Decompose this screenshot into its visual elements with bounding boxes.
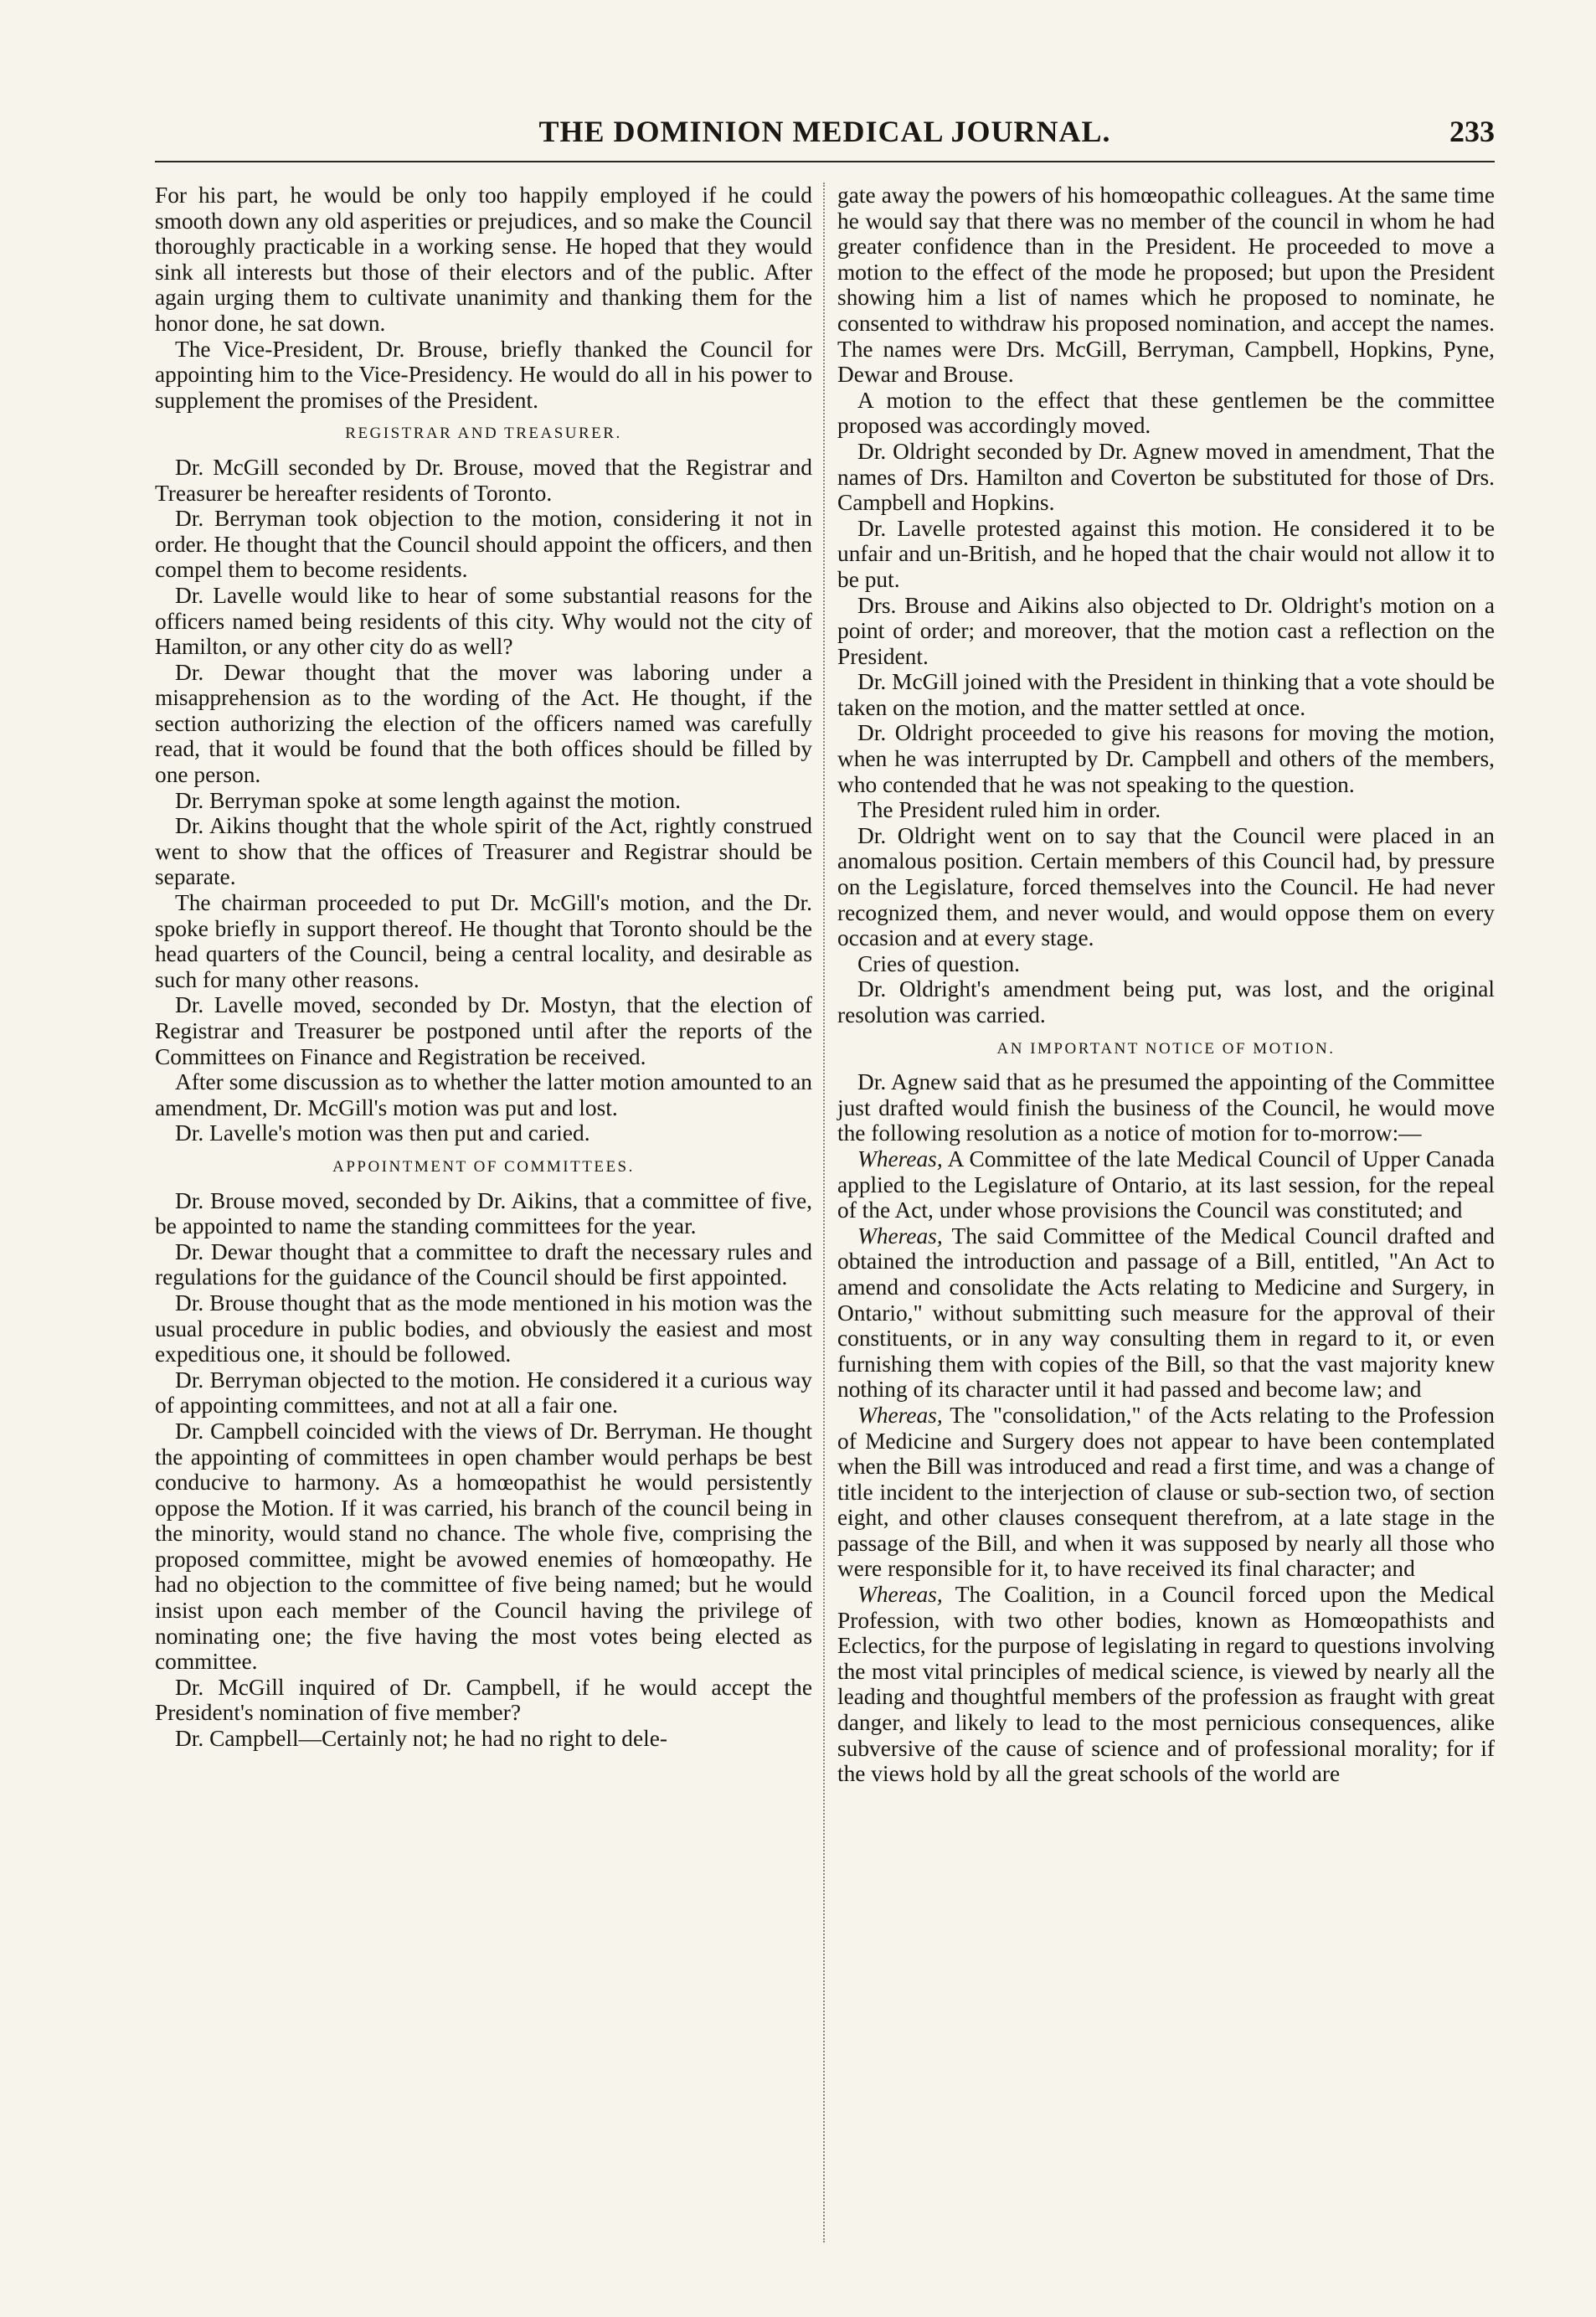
paragraph: gate away the powers of his homœopathic colleagues. At the same time he would say that there was no member of the council in whom he had greater confidence than in the President. He proceeded to move a motion to the effect of the mode he proposed; but upon the President showing him a list of names which he proposed to nominate, he consented to withdraw his proposed nomination, and accept the names. The names were Drs. McGill, Berryman, Campbell, Hopkins, Pyne, Dewar and Brouse.	[837, 183, 1495, 388]
whereas-lead: Whereas,	[857, 1223, 943, 1249]
paragraph: For his part, he would be only too happily employed if he could smooth down any old asperities or prejudices, and so make the Council thoroughly practicable in a working sense. He hoped that they would sink all interests but those of their electors and of the public. After again urging them to cultivate unanimity and thanking them for the honor done, he sat down.	[155, 183, 812, 336]
paragraph: After some discussion as to whether the latter motion amounted to an amendment, Dr. McGill's motion was put and lost.	[155, 1069, 812, 1120]
paragraph: Dr. Berryman objected to the motion. He considered it a curious way of appointing committees, and not at all a fair one.	[155, 1367, 812, 1419]
paragraph: Dr. McGill seconded by Dr. Brouse, moved that the Registrar and Treasurer be hereafter residents of Toronto.	[155, 454, 812, 506]
whereas-lead: Whereas,	[857, 1582, 943, 1608]
paragraph: The chairman proceeded to put Dr. McGill's motion, and the Dr. spoke briefly in support thereof. He thought that Toronto should be the head quarters of the Council, being a central locality, and desirable as such for many other reasons.	[155, 890, 812, 992]
paragraph: Dr. Campbell—Certainly not; he had no right to dele-	[175, 1726, 668, 1752]
column-divider	[823, 183, 825, 2242]
section-heading: APPOINTMENT OF COMMITTEES.	[332, 1157, 635, 1176]
whereas-text: The said Committee of the Medical Council drafted and obtained the introduction and passage of a Bill, entitled, "An Act to amend and consolidate the Acts relating to Medicine and Surgery, in Ontario," without submitting such measure for the approval of their constituents, or in any way consulting them in regard to it, or even furnishing them with copies of the Bill, so that the vast majority knew nothing of its character until it had passed and become law; and	[837, 1223, 1495, 1403]
whereas-lead: Whereas,	[857, 1402, 943, 1428]
paragraph: Dr. Lavelle's motion was then put and caried.	[175, 1120, 590, 1146]
paragraph: Dr. McGill joined with the President in thinking that a vote should be taken on the motion, and the matter settled at once.	[837, 669, 1495, 720]
paragraph: Dr. McGill inquired of Dr. Campbell, if he would accept the President's nomination of five member?	[155, 1674, 812, 1726]
whereas-text: The Coalition, in a Council forced upon the Medical Profession, with two other bodies, known as Homœopathists and Eclectics, for the purpose of legislating in regard to questions involving the most vital principles of medical science, is viewed by nearly all the leading and thoughtful members of the profession as fraught with great danger, and likely to lead to the most pernicious consequences, alike subversive of the cause of science and of professional morality; for if the views hold by all the great schools of the world are	[837, 1582, 1495, 1787]
page-number: 233	[1449, 115, 1495, 148]
paragraph: Dr. Oldright proceeded to give his reasons for moving the motion, when he was interrupted by Dr. Campbell and others of the members, who contended that he was not speaking to the question.	[837, 720, 1495, 797]
running-head	[155, 114, 1495, 151]
paragraph: Dr. Dewar thought that the mover was laboring under a misapprehension as to the wording of the Act. He thought, if the section authorizing the election of the officers named was carefully read, that it would be found that the both offices should be filled by one person.	[155, 659, 812, 788]
section-heading: REGISTRAR AND TREASURER.	[345, 425, 622, 443]
paragraph: The President ruled him in order.	[857, 797, 1161, 823]
whereas-paragraph	[837, 1223, 1495, 1403]
paragraph: Dr. Oldright seconded by Dr. Agnew moved in amendment, That the names of Drs. Hamilton and Coverton be substituted for those of Drs. Campbell and Hopkins.	[837, 438, 1495, 516]
whereas-text: A Committee of the late Medical Council of Upper Canada applied to the Legislature of Ontario, at its last session, for the repeal of the Act, under whose provisions the Council was constituted; and	[837, 1146, 1495, 1223]
whereas-paragraph	[837, 1403, 1495, 1582]
paragraph: Dr. Berryman took objection to the motion, considering it not in order. He thought that the Council should appoint the officers, and then compel them to become residents.	[155, 506, 812, 583]
journal-title: THE DOMINION MEDICAL JOURNAL.	[538, 115, 1111, 148]
paragraph: Dr. Brouse moved, seconded by Dr. Aikins, that a committee of five, be appointed to name the standing committees for the year.	[155, 1187, 812, 1239]
paragraph: Dr. Oldright went on to say that the Council were placed in an anomalous position. Certain members of this Council had, by pressure on the Legislature, forced themselves into the Council. He had never recognized them, and never would, and would oppose them on every occasion and at every stage.	[837, 822, 1495, 951]
paragraph: Dr. Aikins thought that the whole spirit of the Act, rightly construed went to show that the offices of Treasurer and Registrar should be separate.	[155, 813, 812, 890]
paragraph: Dr. Brouse thought that as the mode mentioned in his motion was the usual procedure in public bodies, and obviously the easiest and most expeditious one, it should be followed.	[155, 1290, 812, 1367]
paragraph: Dr. Lavelle moved, seconded by Dr. Mostyn, that the election of Registrar and Treasurer be postponed until after the reports of the Committees on Finance and Registration be received.	[155, 992, 812, 1069]
paragraph: Dr. Oldright's amendment being put, was lost, and the original resolution was carried.	[837, 976, 1495, 1027]
header-rule	[155, 161, 1495, 162]
paragraph: Dr. Dewar thought that a committee to draft the necessary rules and regulations for the guidance of the Council should be first appointed.	[155, 1238, 812, 1290]
paragraph: A motion to the effect that these gentlemen be the committee proposed was accordingly moved.	[837, 387, 1495, 439]
right-column	[837, 183, 1495, 1787]
whereas-text: The "consolidation," of the Acts relating to the Profession of Medicine and Surgery does not appear to have been contemplated when the Bill was introduced and read a first time, and was a change of title incident to the interjection of clause or sub-section two, of section eight, and other clauses consequent therefrom, at a late stage in the passage of the Bill, and when it was supposed by nearly all those who were responsible for it, to have received its final character; and	[837, 1402, 1495, 1582]
left-column	[155, 183, 812, 1752]
paragraph: Cries of question.	[857, 950, 1020, 976]
paragraph: The Vice-President, Dr. Brouse, briefly thanked the Council for appointing him to the Vice-Presidency. He would do all in his power to supplement the promises of the President.	[155, 336, 812, 413]
whereas-paragraph	[837, 1146, 1495, 1223]
paragraph: Dr. Lavelle would like to hear of some substantial reasons for the officers named being residents of this city. Why would not the city of Hamilton, or any other city do as well?	[155, 582, 812, 660]
paragraph: Dr. Berryman spoke at some length against the motion.	[175, 787, 681, 813]
whereas-paragraph	[837, 1582, 1495, 1787]
section-heading: AN IMPORTANT NOTICE OF MOTION.	[996, 1039, 1336, 1058]
whereas-lead: Whereas,	[857, 1146, 943, 1171]
paragraph: Dr. Agnew said that as he presumed the appointing of the Committee just drafted would finish the business of the Council, he would move the following resolution as a notice of motion for to-morrow:—	[837, 1069, 1495, 1146]
paragraph: Dr. Campbell coincided with the views of Dr. Berryman. He thought the appointing of committees in open chamber would perhaps be best conducive to harmony. As a homœopathist he would persistently oppose the Motion. If it was carried, his branch of the council being in the minority, would stand no chance. The whole five, comprising the proposed committee, might be avowed enemies of homœopathy. He had no objection to the committee of five being named; but he would insist upon each member of the Council having the privilege of nominating one; the five having the most votes being elected as committee.	[155, 1418, 812, 1675]
paragraph: Drs. Brouse and Aikins also objected to Dr. Oldright's motion on a point of order; and moreover, that the motion cast a reflection on the President.	[837, 592, 1495, 669]
paragraph: Dr. Lavelle protested against this motion. He considered it to be unfair and un-British, and he hoped that the chair would not allow it to be put.	[837, 515, 1495, 592]
